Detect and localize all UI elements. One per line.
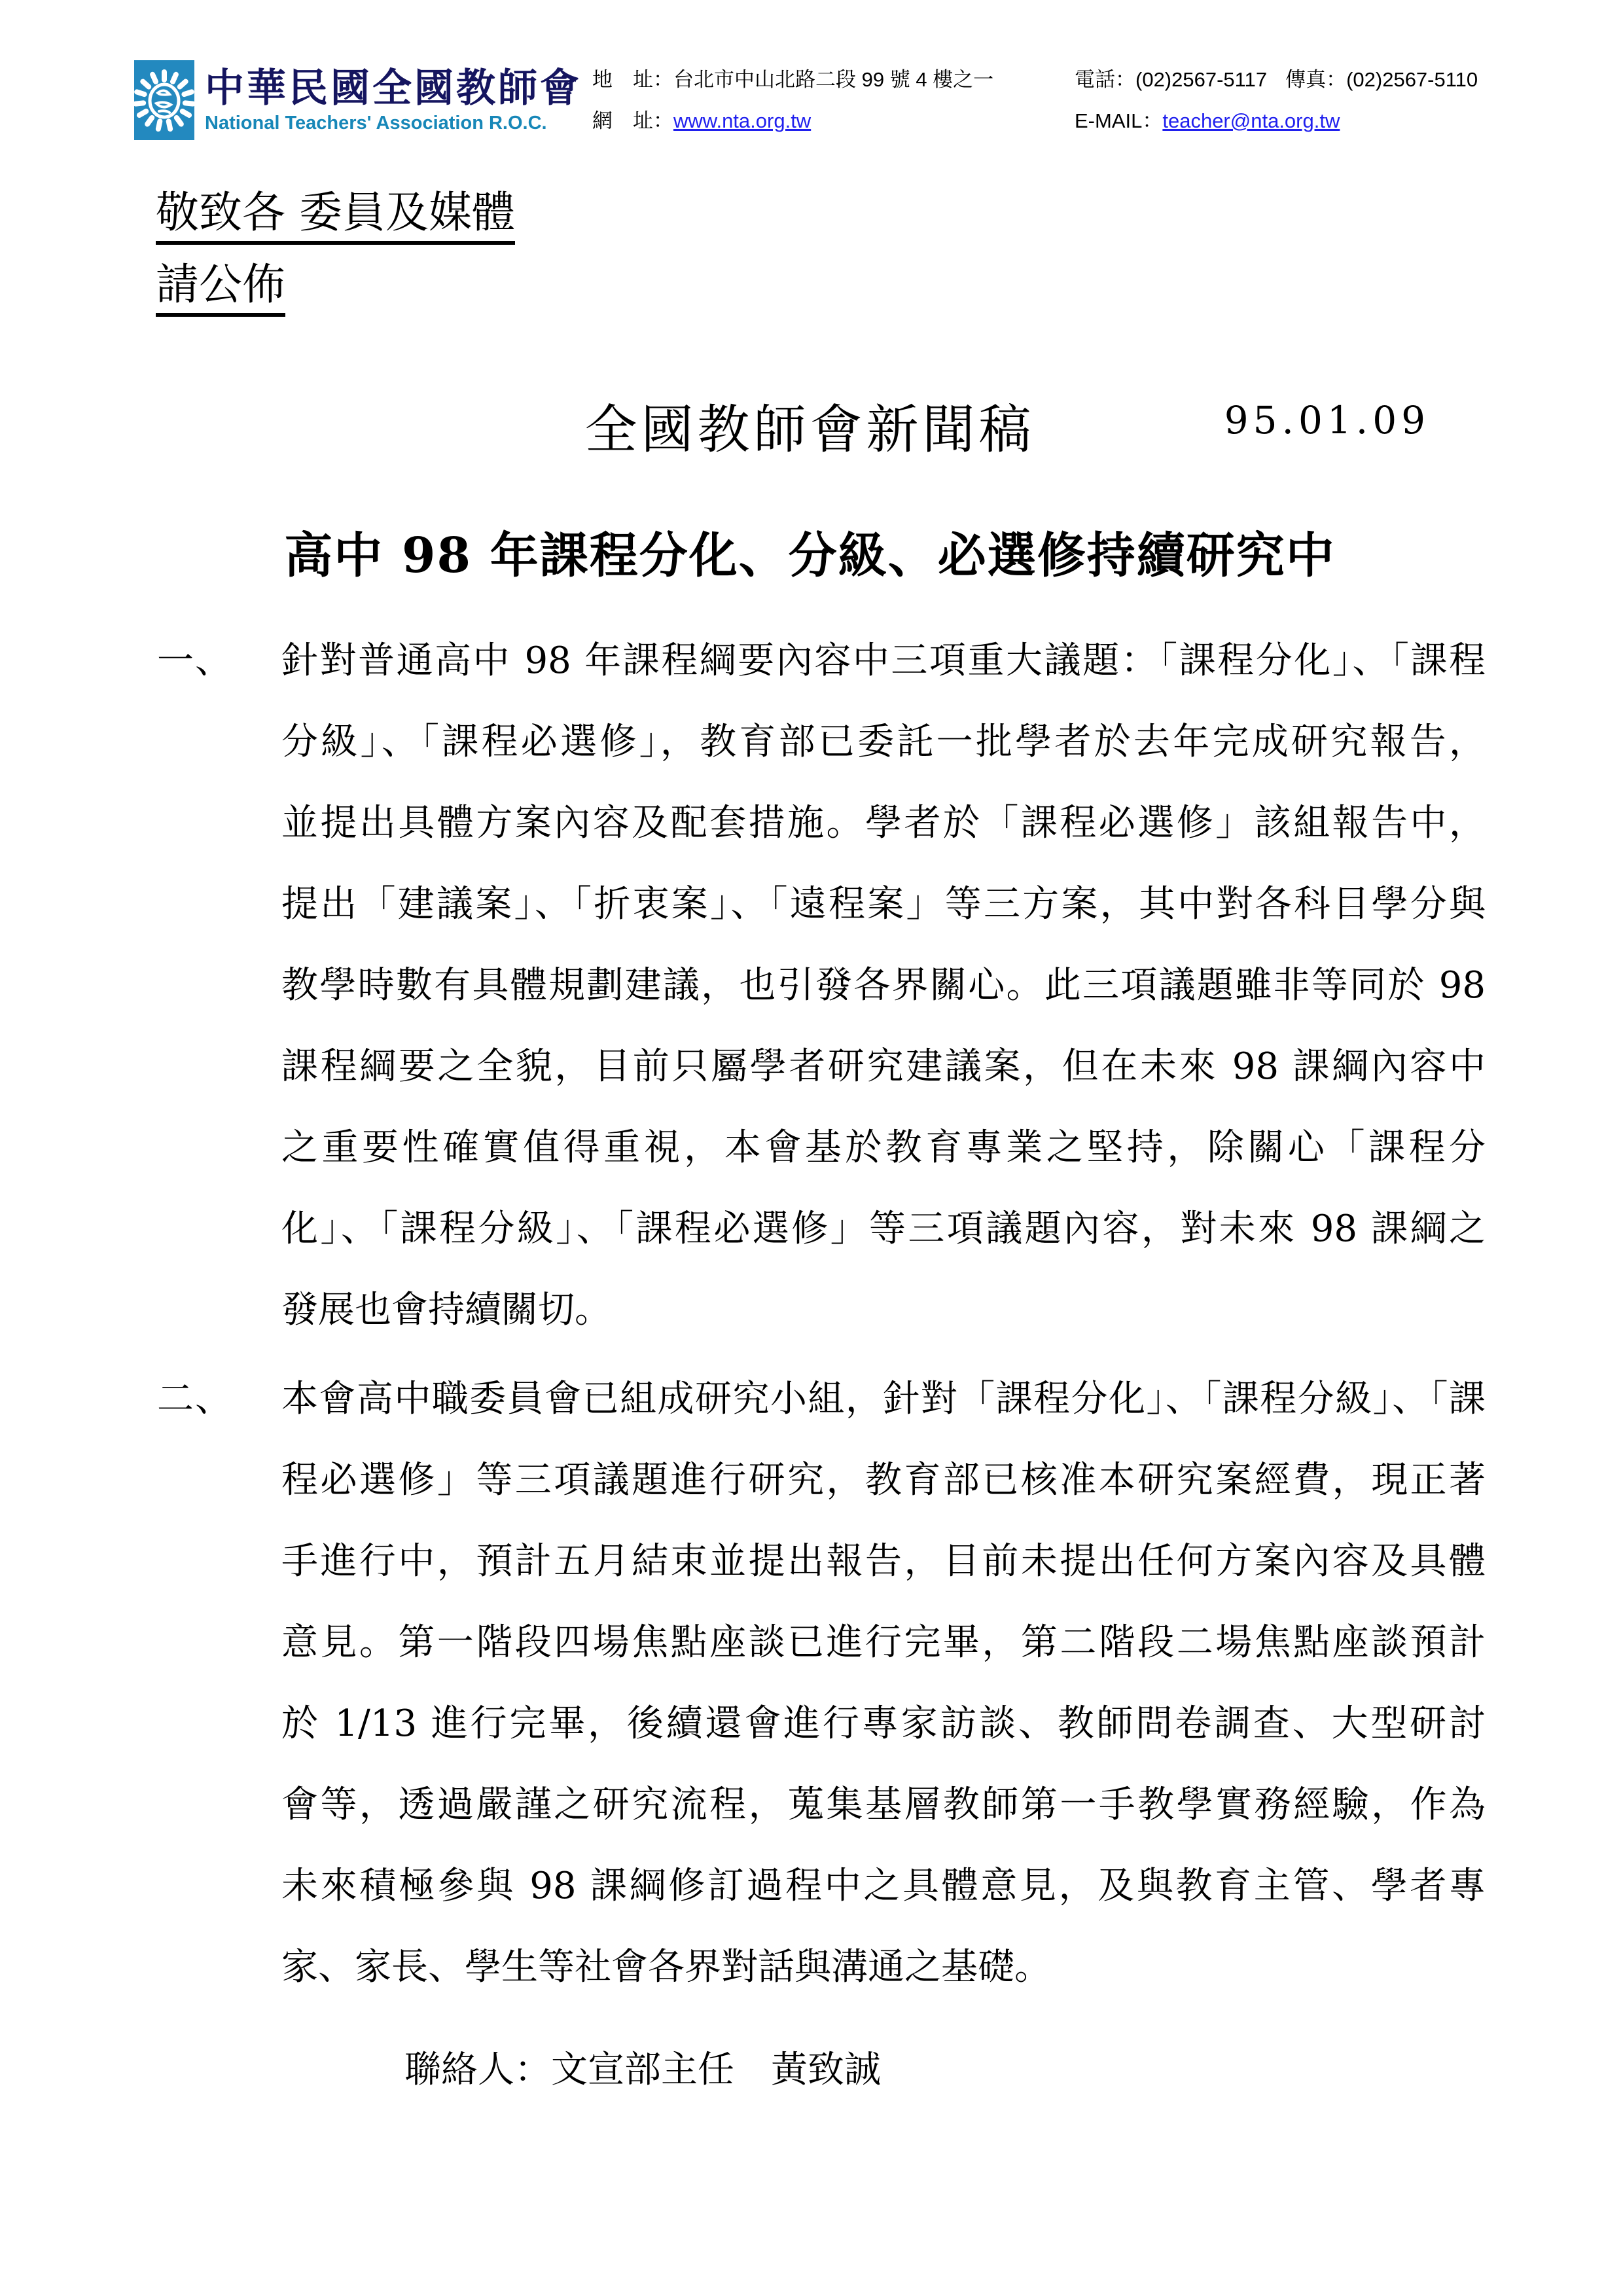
paragraph-line: 本會高中職委員會已組成研究小組，針對「課程分化」、「課程分級」、「課 <box>281 1378 1486 1420</box>
paragraph-line: 針對普通高中 98 年課程綱要內容中三項重大議題：「課程分化」、「課程 <box>281 639 1486 682</box>
doc-title: 全國教師會新聞稿 <box>584 399 1035 460</box>
paragraph-line: 教學時數有具體規劃建議，也引發各界關心。此三項議題雖非等同於 98 <box>281 964 1486 1007</box>
headline: 高中 98 年課程分化、分級、必選修持續研究中 <box>284 528 1336 584</box>
salutation-text-2: 請公佈 <box>156 263 285 317</box>
address-value: 台北市中山北路二段 99 號 4 樓之一 <box>673 68 994 91</box>
address-label: 地 址： <box>592 68 673 91</box>
contact-block-right <box>1075 67 1478 149</box>
paragraph-line: 課程綱要之全貌，目前只屬學者研究建議案，但在未來 98 課綱內容中 <box>281 1045 1486 1088</box>
phone-fax-row <box>1075 67 1478 108</box>
paragraph-2-number: 二、 <box>157 1378 233 1420</box>
paragraph-line: 手進行中，預計五月結束並提出報告，目前未提出任何方案內容及具體 <box>281 1540 1486 1583</box>
nta-logo <box>134 60 194 140</box>
salutation-line-2 <box>156 259 515 317</box>
salutation-line-1 <box>156 187 515 245</box>
paragraph-line: 發展也會持續關切。 <box>281 1289 611 1331</box>
paragraph-line: 意見。第一階段四場焦點座談已進行完畢，第二階段二場焦點座談預計 <box>281 1621 1486 1664</box>
paragraph-line: 化」、「課程分級」、「課程必選修」等三項議題內容，對未來 98 課綱之 <box>281 1208 1486 1250</box>
fax-label: 傳真： <box>1285 68 1347 91</box>
org-names <box>205 60 582 134</box>
sunflower-emblem-icon <box>134 60 194 140</box>
footer-contact-line: 聯絡人：文宣部主任 黃致誠 <box>404 2049 881 2091</box>
contact-block-left <box>592 67 993 149</box>
fax-value: (02)2567-5110 <box>1346 68 1478 91</box>
phone-label: 電話： <box>1075 68 1135 91</box>
paragraph-1-number: 一、 <box>157 639 233 682</box>
paragraph-line: 並提出具體方案內容及配套措施。學者於「課程必選修」該組報告中， <box>281 802 1486 844</box>
paragraph-1 <box>157 620 1486 1351</box>
email-label: E-MAIL： <box>1075 109 1163 132</box>
email-row <box>1075 108 1478 149</box>
paragraph-line: 分級」、「課程必選修」，教育部已委託一批學者於去年完成研究報告， <box>281 721 1486 763</box>
org-name-en: National Teachers' Association R.O.C. <box>205 113 547 134</box>
website-row <box>592 108 993 149</box>
paragraph-line: 於 1/13 進行完畢，後續還會進行專家訪談、教師問卷調查、大型研討 <box>281 1702 1486 1745</box>
salutation <box>156 187 515 335</box>
paragraph-line: 提出「建議案」、「折衷案」、「遠程案」等三方案，其中對各科目學分與 <box>281 883 1486 925</box>
address-row <box>592 67 993 108</box>
paragraph-line: 程必選修」等三項議題進行研究，教育部已核准本研究案經費，現正著 <box>281 1459 1486 1501</box>
paragraph-1-text <box>281 620 1486 1351</box>
org-name-zh: 中華民國全國教師會 <box>205 65 582 111</box>
paragraph-line: 會等，透過嚴謹之研究流程，蒐集基層教師第一手教學實務經驗，作為 <box>281 1784 1486 1826</box>
letterhead <box>134 60 582 140</box>
doc-date: 95.01.09 <box>1224 398 1430 442</box>
paragraph-line: 之重要性確實值得重視，本會基於教育專業之堅持，除關心「課程分 <box>281 1126 1486 1169</box>
website-label: 網 址： <box>592 109 673 132</box>
paragraph-2 <box>157 1359 1486 2008</box>
salutation-text-1: 敬致各 委員及媒體 <box>156 191 515 245</box>
phone-value: (02)2567-5117 <box>1135 68 1268 91</box>
paragraph-line: 未來積極參與 98 課綱修訂過程中之具體意見，及與教育主管、學者專 <box>281 1865 1486 1907</box>
website-link[interactable]: www.nta.org.tw <box>673 109 812 132</box>
email-link[interactable]: teacher@nta.org.tw <box>1162 109 1340 132</box>
body-block <box>157 620 1486 2008</box>
paragraph-line: 家、家長、學生等社會各界對話與溝通之基礎。 <box>281 1946 1051 1988</box>
paragraph-2-text <box>281 1359 1486 2008</box>
doc-title-row <box>134 387 1486 459</box>
